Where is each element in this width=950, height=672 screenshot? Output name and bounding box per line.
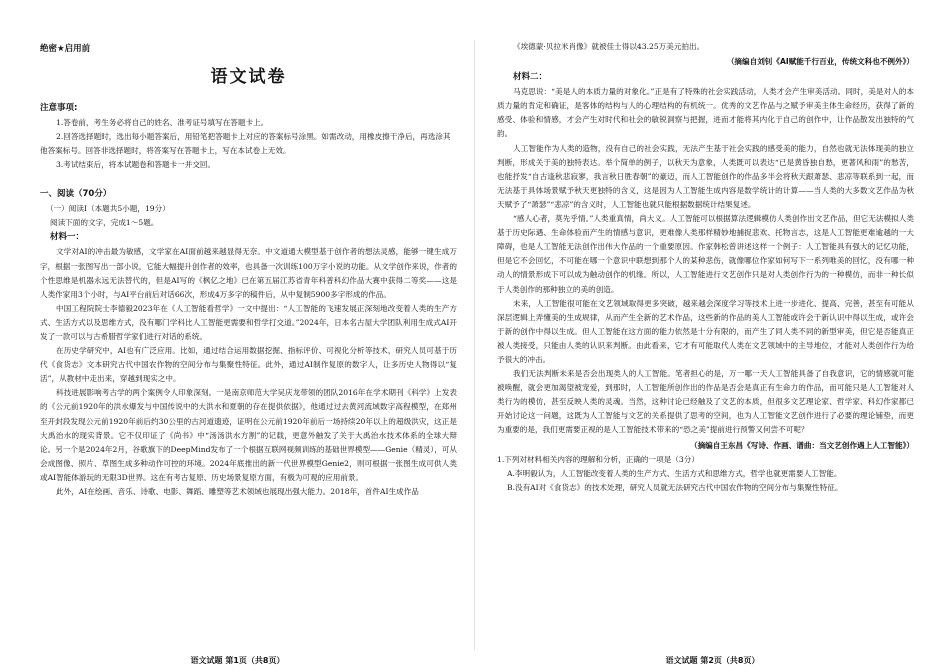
material1-paragraph: 文学对AI的冲击最为敏感，文学家在AI面前越来越显得无奈。中文道通大模型基于创作者的想法灵感，能够一键生成万字，根据一张图写出一部小说，它能大幅提升创作者的效率，也具备一次训练100万字小说的功能。从文学创作来说，作者的个性思维是机器永远无法替代的，但是AI写的《枫亿之地》已在第五届江苏省青年科普科幻作品大赛中获得二等奖——这是人类作家用3个小时，与AI平台前后对话66次，形成4万多字的稿件后，从中复制5900多字形成的作品。 <box>40 247 457 299</box>
material2-paragraph: 我们无法判断未来是否会出现类人的人工智能。笔者担心的是，万一哪一天人工智能具备了自我意识，它的情感就可能被唤醒，就会更加渴望被宠爱，到那时，人工智能所创作出的作品是否会是真正有生命力的作品，而可能只是人工智能对人类行为的模仿，甚至反映人类的灵魂。当然，这种讨论已经触及了文艺的本质，但很多文艺理论家、哲学家、科幻作家都已开始讨论这一问题，这既为人工智能与文艺的关系提供了思考的空间，也为人工智能文艺创作进行了必要的理论铺垫，而更为重要的是，我们更需要正视的是人工智能技术带来的“恐之美”提前进行预警又何尝不可呢？ <box>497 369 914 435</box>
material1-paragraph: 中国工程院院士李德毅2023年在《人工智能看哲学》一文中提出：“人工智能的飞速发展正深刻地改变着人类的生产方式、生活方式以及思维方式，没有哪门学科比人工智能更需要和哲学打交道。”2024年，日本名古屋大学团队利用生成式AI开发了一款可以与古希腊哲学家们进行对话的系统。 <box>40 303 457 341</box>
page-footer: 语文试题 第2页（共8页） <box>665 656 760 665</box>
note-item: 3.考试结束后，将本试题卷和答题卡一并交回。 <box>56 160 216 169</box>
material1-paragraph: 科技进展影响考古学的两个案例令人印象深刻。一是南京师范大学吴庆龙带领的团队2016年在学术期刊《科学》上发表的《公元前1920年的洪水爆发与中国传说中的大洪水和夏朝的存在提供依据》，他通过过去黄河流域数字高程模型，在郑州至开封段发现公元前1920年前后约30公里的古河道遗迹，证明在公元前1920年前后一场持续20年以上的超级洪灾，这正是大禹治水的现实背景。它不仅印证了《尚书》中“汤汤洪水方割”的记载，更意外触发了关于大禹治水技术体系的全球大辩论。另一个是2024年2月，谷歌旗下的DeepMind发布了一个根据互联网视频训练的基础世界模型——Genie（精灵），可从会成图像、照片、草图生成多种动作可控的环境。2024年底推出的新一代世界模型Genie2，则可根据一张图生成可供人类或AI智能体游玩的无限3D世界。这在有考古复原、历史场景复原方面，有极为可观的应用前景。 <box>40 388 457 482</box>
source-citation: （摘编自刘钊《AI赋能千行百业，传统文科也不例外》） <box>726 57 914 67</box>
note-item: 2.回答选择题时，选出每小题答案后，用铅笔把答题卡上对应的答案标号涂黑。如需改动，用橡皮擦干净后，再选涂其他答案标号。回答非选择题时，将答案写在答题卡上，写在本试卷上无效。 <box>40 132 451 155</box>
note-item: 1.答卷前，考生务必将自己的姓名、准考证号填写在答题卡上。 <box>56 118 269 127</box>
material1-paragraph: 在历史学研究中，AI也有广泛应用。比如，通过结合运用数据挖掘、指标评价、可视化分析等技术，研究人员可基于历代《食货志》文本研究古代中国农作物的空间分布与集聚性特征。此外，通过AI制作复原的数字人，让多历史人物得以“复活”，从教材中走出来，穿越到现实之中。 <box>40 346 457 384</box>
option-b: B.没有AI对《食货志》的技术处理，研究人员就无法研究古代中国农作物的空间分布与集聚性特征。 <box>507 482 843 492</box>
exam-title: 语文试卷 <box>210 67 287 87</box>
material1-title: 材料一： <box>50 232 85 243</box>
source-citation: （摘编自王东昌《写诗、作画、谱曲：当文艺创作遇上人工智能》） <box>689 440 914 450</box>
material2-paragraph: 未来，人工智能很可能在文艺领域取得更多突破，越来越会深度学习等技术上进一步进化、提高、完善，甚至有可能从深层逻辑上弄懂美的生成规律，从而产生全新的艺术作品，这些新的作品的美人工智能或许会于新认识中得以生成，或许会于新的创作中得以生成。但人工智能在这方面的能力依然是十分有限的，而产生了同人类不同的新型审美，但它是否能真正被人类接受，只能由人类的认识来判断。由此看来，它才有可能取代人类在文艺领域中的主导地位，才能对人类创作行为给予很大的冲击。 <box>497 298 914 364</box>
page-footer: 语文试题 第1页（共8页） <box>190 656 285 665</box>
question-stem: 1.下列对材料相关内容的理解和分析，正确的一项是（3分） <box>497 454 699 464</box>
material2-paragraph: 马克思说：“美是人的本质力量的对象化。”正是有了特殊的社会实践活动，人类才会产生审美活动。同时，美是对人的本质力量的肯定和确证，是客体的结构与人的心理结构的有机统一。优秀的文艺作品与之赋予审美主体生命经历，获得了新的感受、体验和情感，才会产生对时代和社会的敏锐洞察与把握，进而才能将其内化于自己的创作中，让作品散发出独特的气韵。 <box>497 87 914 139</box>
material2-paragraph: 人工智能作为人类的造物，没有自己的社会实践，无法产生基于社会实践的感受美的能力，自然也就无法体现美的独立判断，形成关于美的独特表达。举个简单的例子，以秋天为意象，人类既可以表达“已是黄昏独自愁，更著风和雨”的愁苦，也能抒发“自古逢秋悲寂寥，我言秋日胜春朝”的豪迈，而人工智能创作的作品多半会将秋天跟萧瑟、悲凉等联系到一起，而无法基于具体场景赋予秋天更独特的含义，这是因为人工智能生成内容是数学统计的计算——当人类的大多数文艺作品为秋天赋予了“萧瑟”“悲凉”的含义时，人工智能也就只能根据数据统计结果复述。 <box>497 143 914 209</box>
secret-label: 绝密★启用前 <box>40 44 91 54</box>
section-instruction: 阅读下面的文字，完成1～5题。 <box>50 218 159 228</box>
page-2 <box>475 0 950 672</box>
notes-heading: 注意事项: <box>40 103 78 113</box>
section-sub1: （一）阅读Ⅰ（本题共5小题，19分） <box>46 204 170 213</box>
material2-paragraph: “感人心者，莫先乎情。”人类重真情，尚大义。人工智能可以根据算法逻辑模仿人类创作出文艺作品，但它无法模拟人类基于历史际遇、生命体验而产生的情感与意识，更难像人类那样精妙地捕捉悲欢、托物言志，这是人工智能更难逾越的一大障碍，也是人工智能无法创作出伟大作品的一个重要原因。作家韩松曾讲述这样一个例子：人工智能具有强大的记忆功能，但是它不会回忆，不可能在哪一个意识中联想到那个人的某种悲伤，就像哪位作家如何写下一系列唯美的回忆，没有哪一种动人的情景形成下可以成为触动创作的机缘。所以，人工智能进行文艺创作只是对人类创作行为的一种模仿，而非一种长似于人类创作的那种独立的美的创造。 <box>497 214 914 294</box>
option-a: A.李明毅认为，人工智能改变着人类的生产方式、生活方式和思维方式，哲学也就更需要人工智能。 <box>507 468 842 478</box>
material1-paragraph: 此外，AI在绘画、音乐、诗歌、电影、舞蹈、雕塑等艺术领域也展现出强大能力。2018年，首件AI生成作品 <box>56 487 419 496</box>
section-part1: 一、阅读（70分） <box>40 189 112 199</box>
material2-title: 材料二： <box>513 72 548 83</box>
continued-line: 《埃德蒙·贝拉米肖像》就被佳士得以43.25万美元拍出。 <box>513 42 705 51</box>
